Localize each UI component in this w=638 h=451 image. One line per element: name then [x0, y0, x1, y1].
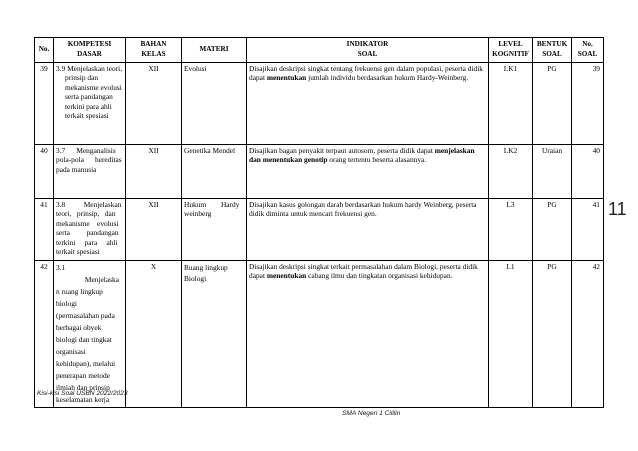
kisi-kisi-table — [34, 37, 604, 408]
cell-kd: 3.9 Menjelaskan teori, prinsip dan mekanisme evolusi serta pandangan terkini para ahli terkait spesiasi — [54, 63, 126, 145]
cell-no: 39 — [35, 63, 54, 145]
cell-kelas: XII — [126, 199, 182, 261]
cell-level: LK1 — [489, 63, 533, 145]
cell-no-soal: 40 — [572, 145, 604, 199]
cell-no-soal: 41 — [572, 199, 604, 261]
cell-materi: Hukum Hardy weinberg — [182, 199, 247, 261]
cell-kelas: XII — [126, 145, 182, 199]
page-number: 11 — [608, 199, 627, 219]
cell-bentuk: PG — [533, 261, 572, 408]
cell-level: LK2 — [489, 145, 533, 199]
cell-kd: 3.7 Menganalisis pola-pola hereditas pada manusia — [54, 145, 126, 199]
header-bentuk: BENTUK SOAL — [533, 38, 572, 63]
cell-bentuk: PG — [533, 63, 572, 145]
cell-bentuk: PG — [533, 199, 572, 261]
table-row — [35, 63, 604, 145]
cell-materi: Evolusi — [182, 63, 247, 145]
cell-no: 40 — [35, 145, 54, 199]
cell-level: L3 — [489, 199, 533, 261]
cell-materi: Genetika Mendel — [182, 145, 247, 199]
cell-kelas: XII — [126, 63, 182, 145]
header-level: LEVEL KOGNITIF — [489, 38, 533, 63]
table-row — [35, 261, 604, 408]
table-header-row — [35, 38, 604, 63]
cell-kelas: X — [126, 261, 182, 408]
header-kompetensi: KOMPETESI DASAR — [54, 38, 126, 63]
cell-level: L1 — [489, 261, 533, 408]
cell-no: 41 — [35, 199, 54, 261]
table-row — [35, 199, 604, 261]
cell-indikator: Disajikan kasus golongan darah berdasarkan hukum hardy Weinberg, peserta didik diminta untuk mencari frekuensi gen. — [247, 199, 489, 261]
header-bahan-kelas: BAHAN KELAS — [126, 38, 182, 63]
footer-document-title: Kisi-kisi Soal USBN 2022/2023 — [37, 390, 128, 397]
header-materi: MATERI — [182, 38, 247, 63]
cell-indikator: Disajikan bagan penyakit terpaut autosom, peserta didik dapat menjelaskan dan menentukan genotip orang tertentu beserta alasannya. — [247, 145, 489, 199]
cell-no: 42 — [35, 261, 54, 408]
cell-no-soal: 42 — [572, 261, 604, 408]
header-no: No. — [35, 38, 54, 63]
cell-indikator: Disajikan deskripsi singkat tentang frekuensi gen dalam populasi, peserta didik dapat menentukan jumlah individu berdasarkan hukum Hardy-Weinberg. — [247, 63, 489, 145]
cell-kd: 3.1 Menjelaska n ruang lingkup biologi (permasalahan pada berbagai obyek biologi dan tingkat organisasi kehidupan), melalui penerapan metode ilmiah dan prinsip keselamatan kerja — [54, 261, 126, 408]
cell-materi: Ruang lingkup Biologi — [182, 261, 247, 408]
header-no-soal: No. SOAL — [572, 38, 604, 63]
table-row — [35, 145, 604, 199]
cell-kd: 3.8 Menjelaskan teori, prinsip, dan mekanisme evolusi serta pandangan terkini para ahli terkait spesiasi — [54, 199, 126, 261]
cell-bentuk: Uraian — [533, 145, 572, 199]
cell-indikator: Disajikan deskripsi singkat terkait permasalahan dalam Biologi, peserta didik dapat menentukan cabang ilmu dan tingkatan organisasi kehidupan. — [247, 261, 489, 408]
cell-no-soal: 39 — [572, 63, 604, 145]
header-indikator: INDIKATOR SOAL — [247, 38, 489, 63]
footer-school-name: SMA Negeri 1 Cililin — [342, 410, 401, 417]
